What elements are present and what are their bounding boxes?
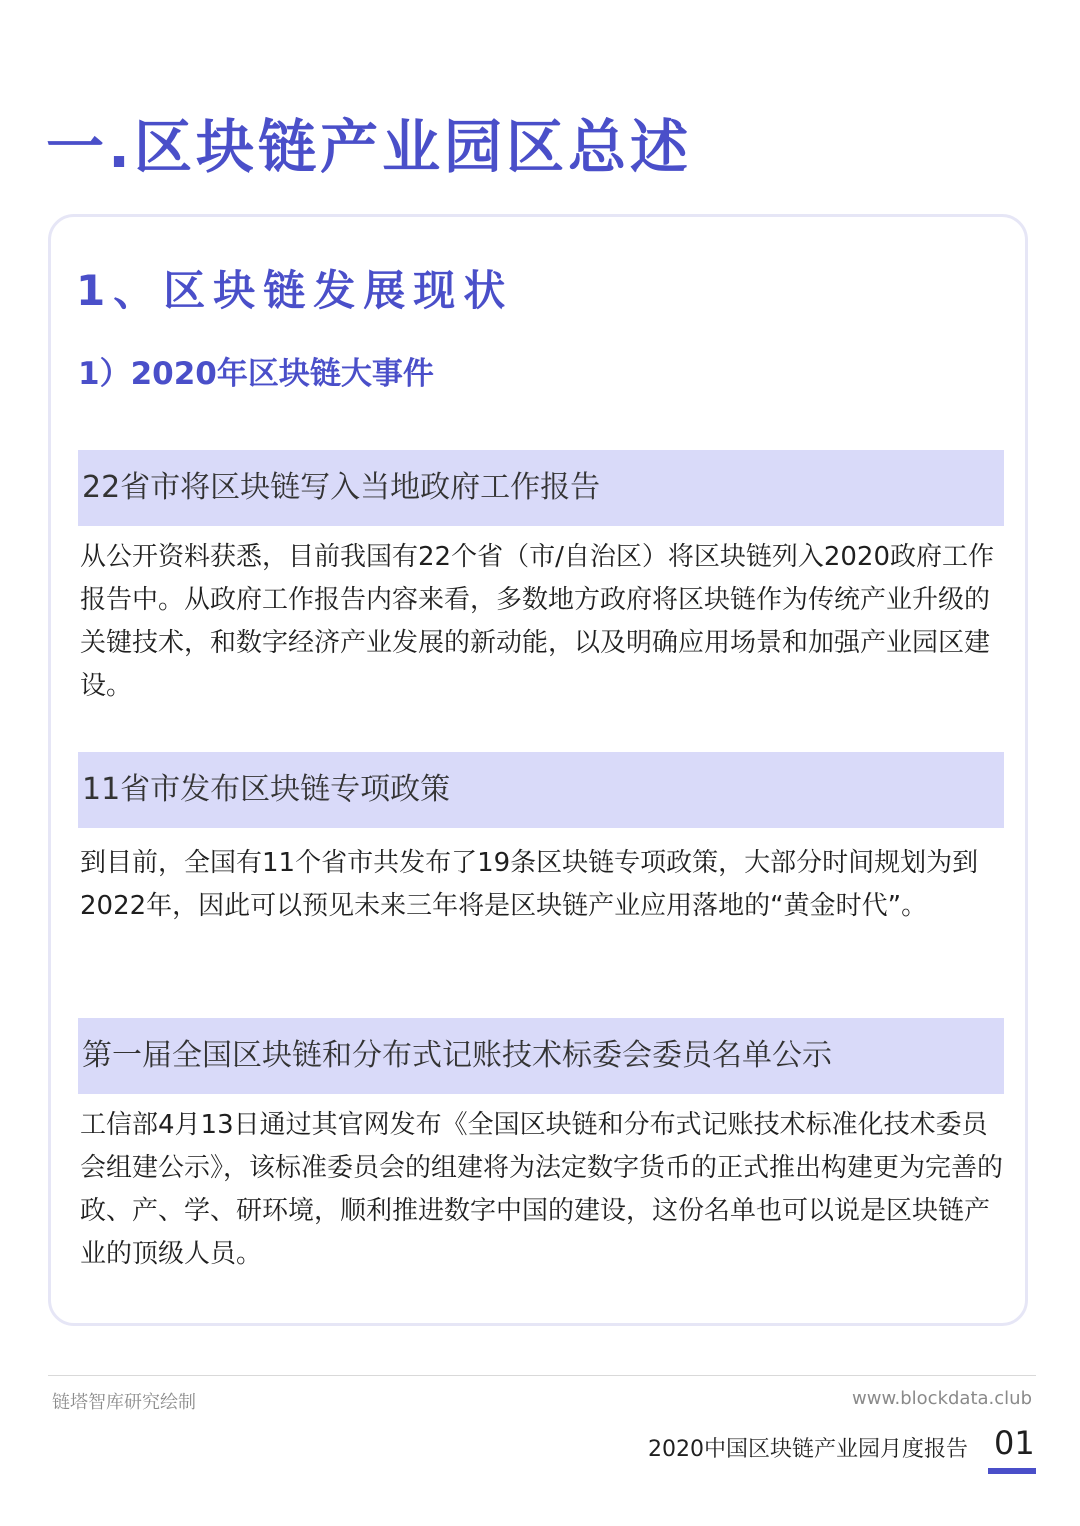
page-number-underline bbox=[988, 1468, 1036, 1474]
section-title: 1、区块链发展现状 bbox=[76, 266, 514, 315]
event-heading: 第一届全国区块链和分布式记账技术标委会委员名单公示 bbox=[78, 1018, 1004, 1094]
sub-title: 1）2020年区块链大事件 bbox=[78, 356, 434, 392]
footer-source: 链塔智库研究绘制 bbox=[52, 1392, 196, 1413]
event-body: 工信部4月13日通过其官网发布《全国区块链和分布式记账技术标准化技术委员会组建公示》，该标准委员会的组建将为法定数字货币的正式推出构建更为完善的政、产、学、研环境，顺利推进数字中国的建设，这份名单也可以说是区块链产业的顶级人员。 bbox=[80, 1110, 1004, 1269]
event-heading: 11省市发布区块链专项政策 bbox=[78, 752, 1004, 828]
event-body: 从公开资料获悉，目前我国有22个省（市/自治区）将区块链列入2020政府工作报告中。从政府工作报告内容来看，多数地方政府将区块链作为传统产业升级的关键技术，和数字经济产业发展的新动能，以及明确应用场景和加强产业园区建设。 bbox=[80, 542, 995, 701]
event-heading: 22省市将区块链写入当地政府工作报告 bbox=[78, 450, 1004, 526]
page-title: 一.区块链产业园区总述 bbox=[46, 113, 693, 181]
footer-divider bbox=[48, 1375, 1036, 1376]
event-body: 到目前，全国有11个省市共发布了19条区块链专项政策，大部分时间规划为到2022年，因此可以预见未来三年将是区块链产业应用落地的“黄金时代”。 bbox=[80, 848, 979, 921]
page-number: 01 bbox=[994, 1424, 1035, 1462]
footer-url: www.blockdata.club bbox=[852, 1388, 1032, 1409]
report-name: 2020中国区块链产业园月度报告 bbox=[648, 1437, 968, 1462]
